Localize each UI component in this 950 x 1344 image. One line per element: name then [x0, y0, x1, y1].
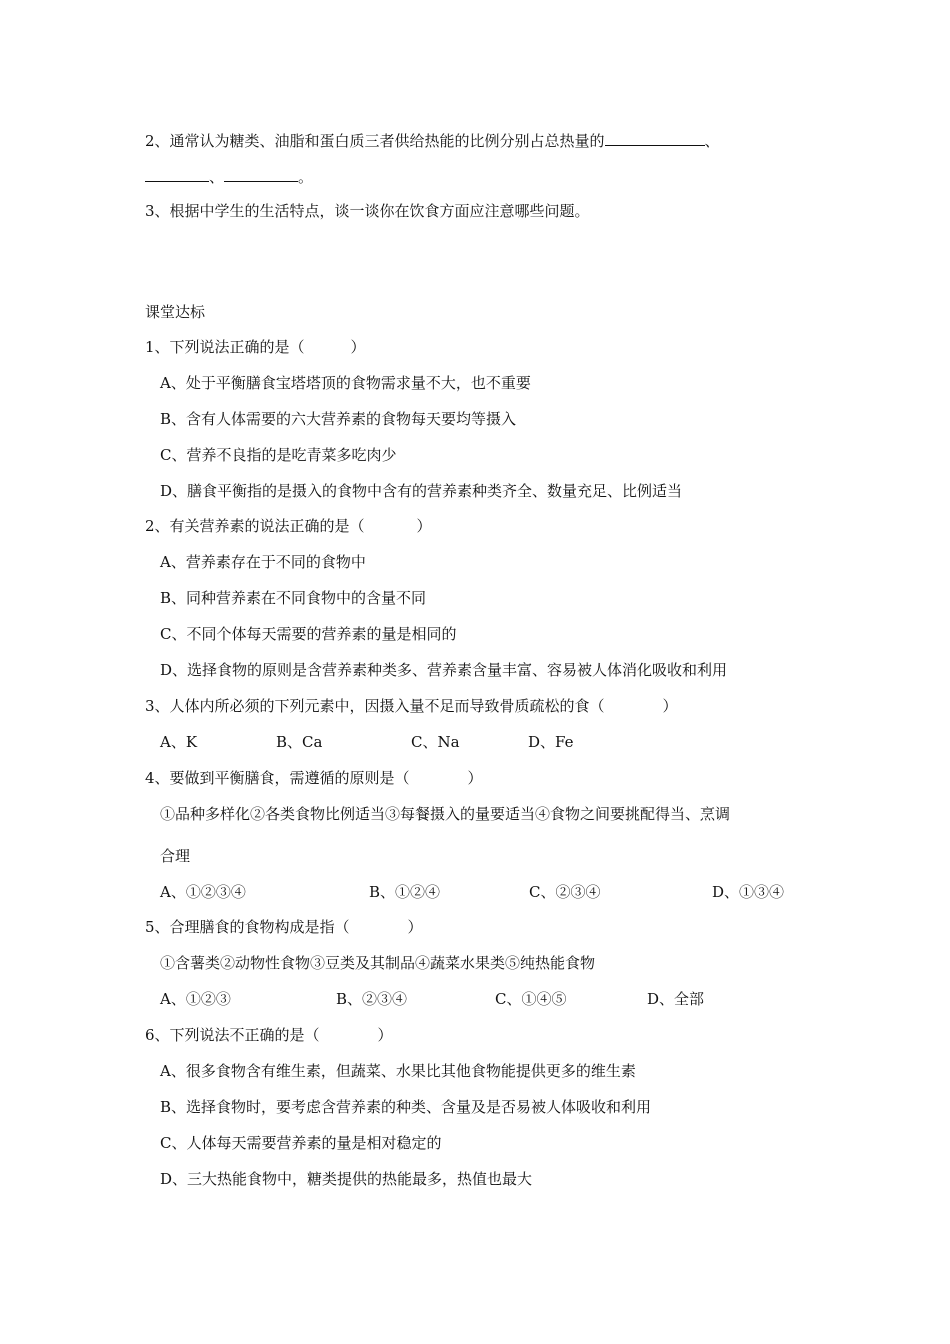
question-5-stem: 5、合理膳食的食物构成是指（ ）: [145, 918, 423, 936]
question-6-option-c[interactable]: C、人体每天需要营养素的量是相对稳定的: [160, 1134, 442, 1152]
period: 。: [298, 168, 314, 186]
question-3-stem: 3、人体内所必须的下列元素中，因摄入量不足而导致骨质疏松的食（ ）: [145, 697, 678, 715]
question-5-option-a[interactable]: A、①②③: [160, 990, 231, 1008]
question-2-stem: 2、有关营养素的说法正确的是（ ）: [145, 517, 432, 535]
question-6-option-d[interactable]: D、三大热能食物中，糖类提供的热能最多，热值也最大: [160, 1170, 533, 1188]
question-2-option-c[interactable]: C、不同个体每天需要的营养素的量是相同的: [160, 625, 457, 643]
answer-blank[interactable]: [605, 129, 705, 146]
question-4-stem: 4、要做到平衡膳食，需遵循的原则是（ ）: [145, 769, 483, 787]
question-2-option-d[interactable]: D、选择食物的原则是含营养素种类多、营养素含量丰富、容易被人体消化吸收和利用: [160, 661, 728, 679]
question-1-option-a[interactable]: A、处于平衡膳食宝塔塔顶的食物需求量不大，也不重要: [160, 374, 531, 392]
question-5-option-b[interactable]: B、②③④: [336, 990, 408, 1008]
question-3-open: 3、根据中学生的生活特点，谈一谈你在饮食方面应注意哪些问题。: [145, 202, 590, 220]
question-1-option-b[interactable]: B、含有人体需要的六大营养素的食物每天要均等摄入: [160, 410, 517, 428]
question-4-option-c[interactable]: C、②③④: [529, 883, 601, 901]
question-2-fill-blank: [145, 129, 720, 151]
question-3-option-d[interactable]: D、Fe: [528, 733, 574, 751]
question-4-items-continued: 合理: [160, 847, 191, 865]
separator: 、: [704, 132, 720, 150]
question-1-option-d[interactable]: D、膳食平衡指的是摄入的食物中含有的营养素种类齐全、数量充足、比例适当: [160, 482, 683, 500]
separator: 、: [209, 168, 225, 186]
question-5-option-c[interactable]: C、①④⑤: [495, 990, 567, 1008]
question-2-continuation: [145, 165, 313, 187]
question-2-option-a[interactable]: A、营养素存在于不同的食物中: [160, 553, 366, 571]
question-6-option-a[interactable]: A、很多食物含有维生素，但蔬菜、水果比其他食物能提供更多的维生素: [160, 1062, 636, 1080]
question-text: 2、通常认为糖类、油脂和蛋白质三者供给热能的比例分别占总热量的: [145, 132, 605, 150]
question-4-option-b[interactable]: B、①②④: [369, 883, 441, 901]
question-3-option-a[interactable]: A、K: [160, 733, 198, 751]
answer-blank[interactable]: [145, 165, 209, 182]
question-1-option-c[interactable]: C、营养不良指的是吃青菜多吃肉少: [160, 446, 397, 464]
question-5-items: ①含薯类②动物性食物③豆类及其制品④蔬菜水果类⑤纯热能食物: [160, 954, 596, 972]
question-5-option-d[interactable]: D、全部: [647, 990, 705, 1008]
section-title: 课堂达标: [145, 303, 206, 321]
question-3-option-c[interactable]: C、Na: [411, 733, 460, 751]
question-4-items: ①品种多样化②各类食物比例适当③每餐摄入的量要适当④食物之间要挑配得当、烹调: [160, 805, 731, 823]
question-1-stem: 1、下列说法正确的是（ ）: [145, 338, 366, 356]
question-6-option-b[interactable]: B、选择食物时，要考虑含营养素的种类、含量及是否易被人体吸收和利用: [160, 1098, 652, 1116]
question-3-option-b[interactable]: B、Ca: [276, 733, 323, 751]
question-4-option-a[interactable]: A、①②③④: [160, 883, 246, 901]
answer-blank[interactable]: [224, 165, 298, 182]
question-2-option-b[interactable]: B、同种营养素在不同食物中的含量不同: [160, 589, 427, 607]
question-6-stem: 6、下列说法不正确的是（ ）: [145, 1026, 393, 1044]
question-4-option-d[interactable]: D、①③④: [712, 883, 785, 901]
